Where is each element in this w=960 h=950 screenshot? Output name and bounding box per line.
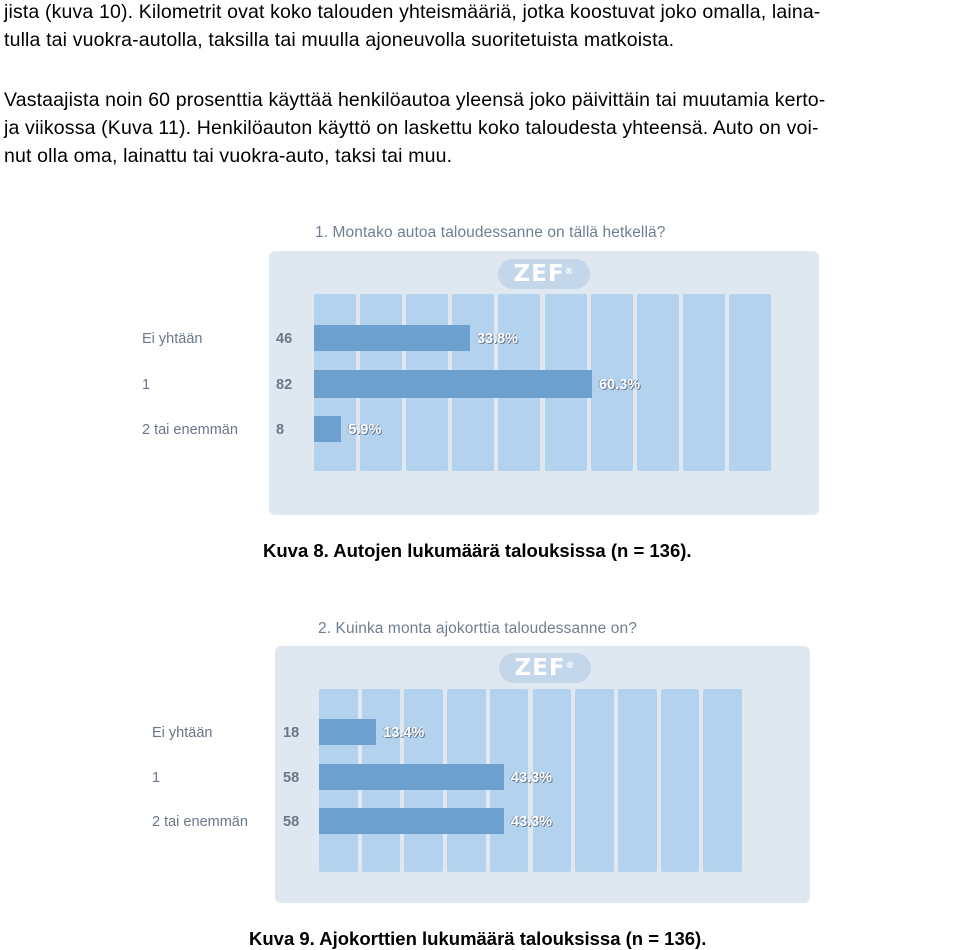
paragraph-1: [4, 0, 956, 54]
category-label: Ei yhtään: [152, 725, 213, 741]
grid-stripe: [703, 689, 742, 872]
paragraph-line: tulla tai vuokra-autolla, taksilla tai muulla ajoneuvolla suoritetuista matkoista.: [4, 29, 675, 51]
grid-stripe: [618, 689, 657, 872]
zef-logo: [498, 259, 590, 289]
count-label: 58: [283, 770, 300, 786]
paragraph-line: ja viikossa (Kuva 11). Henkilöauton käyttö on laskettu koko taloudesta yhteensä. Auto on voi-: [4, 117, 819, 139]
grid-stripe: [729, 294, 771, 471]
count-label: 58: [283, 814, 300, 830]
percent-label: 43.3%: [510, 814, 553, 830]
category-label: 1: [142, 377, 151, 393]
logo-mark: ®: [564, 267, 575, 277]
grid-stripe: [683, 294, 725, 471]
category-label: 2 tai enemmän: [142, 422, 238, 438]
count-label: 46: [276, 331, 293, 347]
logo-text: ZEF: [514, 655, 566, 681]
figure-caption: Kuva 9. Ajokorttien lukumäärä talouksissa (n = 136).: [249, 928, 707, 949]
percent-label: 43.3%: [510, 770, 553, 786]
percent-label: 33.8%: [476, 331, 518, 347]
figure-caption: Kuva 8. Autojen lukumäärä talouksissa (n = 136).: [263, 540, 692, 561]
logo-mark: ®: [565, 661, 576, 671]
chart-bar: [314, 370, 592, 398]
grid-stripe: [575, 689, 614, 872]
count-label: 8: [276, 422, 285, 438]
chart-bar: [319, 764, 504, 790]
paragraph-line: Vastaajista noin 60 prosenttia käyttää henkilöautoa yleensä joko päivittäin tai muutamia kerto-: [4, 89, 826, 111]
chart-bar: [314, 325, 470, 351]
percent-label: 13.4%: [383, 725, 425, 741]
percent-label: 60.3%: [598, 377, 641, 393]
grid-stripe: [661, 689, 700, 872]
paragraph-line: nut olla oma, lainattu tai vuokra-auto, taksi tai muu.: [4, 145, 453, 167]
zef-logo: [499, 653, 591, 683]
paragraph-line: jista (kuva 10). Kilometrit ovat koko talouden yhteismääriä, jotka koostuvat joko omalla, laina-: [4, 1, 821, 23]
grid-stripe: [637, 294, 679, 471]
chart-bar: [319, 808, 504, 834]
chart-bar: [319, 719, 376, 745]
count-label: 18: [283, 725, 300, 741]
chart-title: 2. Kuinka monta ajokorttia taloudessanne on?: [318, 620, 637, 637]
category-label: 1: [152, 770, 161, 786]
chart-bar: [314, 416, 341, 442]
category-label: 2 tai enemmän: [152, 814, 248, 830]
category-label: Ei yhtään: [142, 331, 203, 347]
percent-label: 5.9%: [348, 422, 382, 438]
paragraph-2: [4, 86, 956, 170]
count-label: 82: [276, 377, 293, 393]
chart-title: 1. Montako autoa taloudessanne on tällä hetkellä?: [315, 224, 666, 241]
logo-text: ZEF: [513, 261, 565, 287]
